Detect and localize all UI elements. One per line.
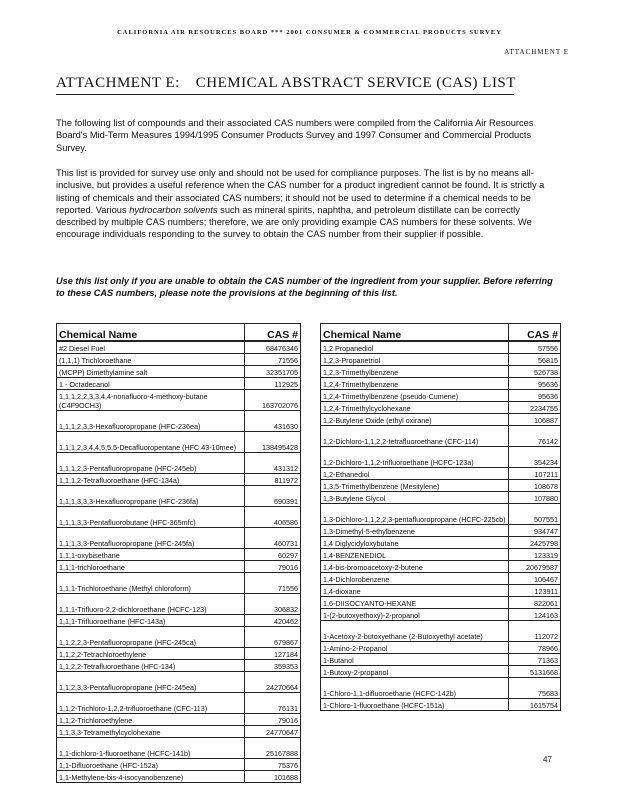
table-row bbox=[57, 486, 301, 507]
table-row bbox=[57, 693, 301, 714]
chemical-name-cell: 1,1-dichloro-1-fluoroethane (HCFC-141b) bbox=[57, 738, 245, 759]
chemical-name-cell: 1,1,2,2-Tetrafluoroethane (HFC-134) bbox=[57, 660, 245, 672]
chemical-name-cell: 1,1,1-Trifluoro-2,2-dichloroethane (HCFC-123) bbox=[57, 594, 245, 615]
chemical-name-cell: 1,2-Ethanediol bbox=[321, 468, 509, 480]
table-row bbox=[57, 432, 301, 453]
cas-number-cell: 107880 bbox=[509, 492, 561, 504]
table-row bbox=[321, 585, 561, 597]
table-row bbox=[321, 354, 561, 366]
table-row bbox=[57, 453, 301, 474]
cas-number-cell: 112925 bbox=[245, 378, 301, 390]
table-row bbox=[321, 597, 561, 609]
table-row bbox=[321, 537, 561, 549]
intro-paragraph-2-end: such as mineral spirits, naphtha, and petroleum distillate can be correctly described by multiple CAS numbers; therefore, we are only providing example CAS numbers for these solvents. We encourage individuals responding to the survey to obtain the CAS number from their supplier if possible. bbox=[56, 204, 532, 240]
chemical-name-cell: 1 - Octadecanol bbox=[57, 378, 245, 390]
chemical-name-cell: 1,1,1,2,3-Pentafluoropropane (HFC-245eb) bbox=[57, 453, 245, 474]
chemical-name-cell: 1,1,1,2,2,3,3,4,4-nonafluoro-4-methoxy-butane (C4F9OCH3) bbox=[57, 390, 245, 411]
cas-table-left bbox=[56, 323, 301, 783]
table-row bbox=[57, 354, 301, 366]
cas-number-cell: 406586 bbox=[245, 507, 301, 528]
chemical-name-cell: 1,2-Dichloro-1,1,2-trifluoroethane (HCFC-123a) bbox=[321, 447, 509, 468]
table-row bbox=[321, 366, 561, 378]
chemical-name-cell: 1,2 Propanediol bbox=[321, 341, 509, 354]
intro-paragraph-2-start: This list is provided for survey use only and should not be used for compliance purposes. The list is by no means all-inclusive, but provides a useful reference when the CAS number for a product ingredient cannot be found. It is strictly a listing of chemicals and their associated CAS numbers; it should not be used to determine if a chemical needs to be reported. Various bbox=[56, 168, 545, 215]
chemical-name-cell: 1,1,1-Trichloroethane (Methyl chloroform) bbox=[57, 573, 245, 594]
cas-number-cell: 76142 bbox=[509, 426, 561, 447]
table-row bbox=[321, 621, 561, 642]
chemical-name-cell: 1,4-Dichlorobenzene bbox=[321, 573, 509, 585]
cas-number-cell: 124163 bbox=[509, 609, 561, 621]
cas-number-cell: 306832 bbox=[245, 594, 301, 615]
cas-number-cell: 57556 bbox=[509, 341, 561, 354]
table-row bbox=[57, 573, 301, 594]
cas-number-cell: 79016 bbox=[245, 561, 301, 573]
chemical-name-cell: 1,1,2-Trichloroethylene bbox=[57, 714, 245, 726]
chemical-name-cell: 1-Amino-2-Propanol bbox=[321, 642, 509, 654]
table-row bbox=[57, 507, 301, 528]
cas-number-cell: 56815 bbox=[509, 354, 561, 366]
cas-number-cell: 359353 bbox=[245, 660, 301, 672]
chemical-name-cell: 1,1,1,2,3,3-Hexafluoropropane (HFC-236ea) bbox=[57, 411, 245, 432]
table-row bbox=[321, 573, 561, 585]
cas-number-cell: 25167888 bbox=[245, 738, 301, 759]
chemical-name-cell: 1-Acetoxy-2-butoxyethane (2-Butoxyethyl acetate) bbox=[321, 621, 509, 642]
intro-paragraph-2-italic: hydrocarbon solvents bbox=[129, 204, 218, 215]
cas-number-cell: 431312 bbox=[245, 453, 301, 474]
table-row bbox=[321, 678, 561, 699]
chemical-name-cell: #2 Diesel Fuel bbox=[57, 341, 245, 354]
cas-number-cell: 690391 bbox=[245, 486, 301, 507]
table-row bbox=[321, 414, 561, 426]
chemical-name-cell: 1,1,3,3-Tetramethylcyclohexane bbox=[57, 726, 245, 738]
table-row bbox=[57, 738, 301, 759]
table-row bbox=[57, 561, 301, 573]
column-header-name: Chemical Name bbox=[321, 324, 509, 342]
table-row bbox=[321, 390, 561, 402]
cas-number-cell: 75376 bbox=[245, 759, 301, 771]
cas-number-cell: 101688 bbox=[245, 771, 301, 783]
chemical-name-cell: 1,4-dioxane bbox=[321, 585, 509, 597]
chemical-name-cell: 1,3-Dimethyl-5-ethylbenzene bbox=[321, 525, 509, 537]
title-part-1: ATTACHMENT E: bbox=[56, 75, 180, 91]
cas-number-cell: 822061 bbox=[509, 597, 561, 609]
cas-number-cell: 2425798 bbox=[509, 537, 561, 549]
table-row bbox=[321, 468, 561, 480]
chemical-name-cell: 1,1,1,2,3,4,4,5,5,5-Decafluoropentane (HFC 43-10mee) bbox=[57, 432, 245, 453]
table-row bbox=[321, 492, 561, 504]
chemical-name-cell: 1,1,1,3,3-Pentafluoropropane (HFC-245fa) bbox=[57, 528, 245, 549]
chemical-name-cell: 1,1,2,2-Tetrachloroethylene bbox=[57, 648, 245, 660]
cas-number-cell: 71556 bbox=[245, 573, 301, 594]
chemical-name-cell: 1,1,1-Trifluoroethane (HFC-143a) bbox=[57, 615, 245, 627]
cas-number-cell: 106887 bbox=[509, 414, 561, 426]
page-number: 47 bbox=[543, 755, 552, 764]
cas-number-cell: 112072 bbox=[509, 621, 561, 642]
cas-number-cell: 108678 bbox=[509, 480, 561, 492]
cas-number-cell: 679867 bbox=[245, 627, 301, 648]
column-header-cas: CAS # bbox=[245, 324, 301, 342]
table-row bbox=[321, 642, 561, 654]
cas-number-cell: 460731 bbox=[245, 528, 301, 549]
cas-number-cell: 71363 bbox=[509, 654, 561, 666]
chemical-name-cell: 1,1,1-trichloroethane bbox=[57, 561, 245, 573]
chemical-name-cell: (MCPP) Dimethylamine salt bbox=[57, 366, 245, 378]
cas-number-cell: 507551 bbox=[509, 504, 561, 525]
table-row bbox=[321, 426, 561, 447]
column-header-cas: CAS # bbox=[509, 324, 561, 342]
chemical-name-cell: 1,3-Dichloro-1,1,2,2,3-pentafluoropropane (HCFC-225cb) bbox=[321, 504, 509, 525]
table-row bbox=[321, 341, 561, 354]
table-row bbox=[57, 341, 301, 354]
table-row bbox=[321, 699, 561, 711]
table-row bbox=[57, 672, 301, 693]
chemical-name-cell: 1,1-Methylene-bis-4-isocyanobenzene) bbox=[57, 771, 245, 783]
cas-number-cell: 79016 bbox=[245, 714, 301, 726]
chemical-name-cell: 1,2,3-Propanetriol bbox=[321, 354, 509, 366]
column-header-name: Chemical Name bbox=[57, 324, 245, 342]
chemical-name-cell: 1,1,1,3,3-Pentafluorobutane (HFC-365mfc) bbox=[57, 507, 245, 528]
cas-number-cell: 75683 bbox=[509, 678, 561, 699]
chemical-name-cell: 1,4 Diglycidyloxybutane bbox=[321, 537, 509, 549]
intro-paragraph-2 bbox=[56, 167, 556, 241]
attachment-label: ATTACHMENT E bbox=[504, 48, 569, 56]
table-row bbox=[321, 525, 561, 537]
title-part-2: CHEMICAL ABSTRACT SERVICE (CAS) LIST bbox=[195, 75, 516, 91]
table-row bbox=[57, 714, 301, 726]
intro-paragraph-1: The following list of compounds and their associated CAS numbers were compiled from the California Air Resources Board's Mid-Term Measures 1994/1995 Consumer Products Survey and 1997 Consumer and Commercial Products Survey. bbox=[56, 118, 534, 153]
cas-number-cell: 32351705 bbox=[245, 366, 301, 378]
chemical-name-cell: 1,4-BENZENEDIOL bbox=[321, 549, 509, 561]
chemical-name-cell: 1,1,2,3,3-Pentafluoropropane (HFC-245ea) bbox=[57, 672, 245, 693]
page-title bbox=[56, 75, 516, 92]
cas-number-cell: 95636 bbox=[509, 378, 561, 390]
table-row bbox=[321, 402, 561, 414]
chemical-name-cell: 1,1,1,2-Tetrafluoroethane (HFC-134a) bbox=[57, 474, 245, 486]
chemical-name-cell: (1,1,1) Trichloroethane bbox=[57, 354, 245, 366]
chemical-name-cell: 1,3,5-Trimethylbenzene (Mesitylene) bbox=[321, 480, 509, 492]
cas-number-cell: 431630 bbox=[245, 411, 301, 432]
chemical-name-cell: 1-Chloro-1,1-difluoroethane (HCFC-142b) bbox=[321, 678, 509, 699]
table-row bbox=[321, 504, 561, 525]
chemical-name-cell: 1,1,1-oxybisethane bbox=[57, 549, 245, 561]
chemical-name-cell: 1,6-DIISOCYANTO-HEXANE bbox=[321, 597, 509, 609]
cas-number-cell: 24770647 bbox=[245, 726, 301, 738]
chemical-name-cell: 1,2,4-Trimethylbenzene (pseudo-Cumene) bbox=[321, 390, 509, 402]
chemical-name-cell: 1-(2-butoxyethoxy)-2-propanol bbox=[321, 609, 509, 621]
cas-number-cell: 354234 bbox=[509, 447, 561, 468]
chemical-name-cell: 1,4-bis-bromoacetoxy-2-butene bbox=[321, 561, 509, 573]
table-row bbox=[57, 648, 301, 660]
table-row bbox=[57, 771, 301, 783]
table-row bbox=[321, 447, 561, 468]
cas-number-cell: 2234755 bbox=[509, 402, 561, 414]
cas-number-cell: 71556 bbox=[245, 354, 301, 366]
cas-number-cell: 78966 bbox=[509, 642, 561, 654]
chemical-name-cell: 1,2,4-Trimethylcyclohexane bbox=[321, 402, 509, 414]
cas-number-cell: 68476346 bbox=[245, 341, 301, 354]
running-header: CALIFORNIA AIR RESOURCES BOARD *** 2001 CONSUMER & COMMERCIAL PRODUCTS SURVEY bbox=[117, 29, 502, 36]
table-row bbox=[57, 549, 301, 561]
cas-number-cell: 95636 bbox=[509, 390, 561, 402]
cas-number-cell: 5131668 bbox=[509, 666, 561, 678]
table-row bbox=[57, 615, 301, 627]
table-row bbox=[57, 474, 301, 486]
cas-number-cell: 420462 bbox=[245, 615, 301, 627]
cas-number-cell: 60297 bbox=[245, 549, 301, 561]
usage-warning: Use this list only if you are unable to obtain the CAS number of the ingredient from your supplier. Before referring to these CAS numbers, please note the provisions at the beginning of this list. bbox=[56, 276, 553, 299]
table-row bbox=[57, 411, 301, 432]
table-row bbox=[321, 666, 561, 678]
chemical-name-cell: 1-Butanol bbox=[321, 654, 509, 666]
table-row bbox=[321, 378, 561, 390]
table-row bbox=[57, 627, 301, 648]
cas-number-cell: 526738 bbox=[509, 366, 561, 378]
cas-number-cell: 20679587 bbox=[509, 561, 561, 573]
table-row bbox=[57, 660, 301, 672]
table-row bbox=[321, 654, 561, 666]
table-row bbox=[57, 528, 301, 549]
chemical-name-cell: 1,1,2,2,3-Pentafluoropropane (HFC-245ca) bbox=[57, 627, 245, 648]
cas-number-cell: 123319 bbox=[509, 549, 561, 561]
cas-number-cell: 76131 bbox=[245, 693, 301, 714]
chemical-name-cell: 1,1,2-Trichloro-1,2,2-trifluoroethane (CFC-113) bbox=[57, 693, 245, 714]
cas-number-cell: 811972 bbox=[245, 474, 301, 486]
chemical-name-cell: 1,2-Dichloro-1,1,2,2-tetrafluoroethane (CFC-114) bbox=[321, 426, 509, 447]
cas-table-right bbox=[320, 323, 561, 711]
chemical-name-cell: 1-Chloro-1-fluoroethane (HCFC-151a) bbox=[321, 699, 509, 711]
cas-number-cell: 24270664 bbox=[245, 672, 301, 693]
table-row bbox=[57, 366, 301, 378]
table-row bbox=[57, 390, 301, 411]
title-underline bbox=[56, 94, 514, 95]
chemical-name-cell: 1,1-Difluoroethane (HFC-152a) bbox=[57, 759, 245, 771]
chemical-name-cell: 1,2,3-Trimethylbenzene bbox=[321, 366, 509, 378]
chemical-name-cell: 1-Butoxy-2-propanol bbox=[321, 666, 509, 678]
table-row bbox=[321, 561, 561, 573]
cas-number-cell: 106467 bbox=[509, 573, 561, 585]
cas-number-cell: 107211 bbox=[509, 468, 561, 480]
table-row bbox=[57, 726, 301, 738]
chemical-name-cell: 1,2,4-Trimethylbenzene bbox=[321, 378, 509, 390]
table-row bbox=[321, 549, 561, 561]
table-row bbox=[57, 594, 301, 615]
cas-number-cell: 123911 bbox=[509, 585, 561, 597]
table-row bbox=[57, 378, 301, 390]
table-row bbox=[57, 759, 301, 771]
chemical-name-cell: 1,2-Butylene Oxide (ethyl oxirane) bbox=[321, 414, 509, 426]
cas-number-cell: 934747 bbox=[509, 525, 561, 537]
cas-number-cell: 163702076 bbox=[245, 390, 301, 411]
cas-number-cell: 138495428 bbox=[245, 432, 301, 453]
chemical-name-cell: 1,3-Butylene Glycol bbox=[321, 492, 509, 504]
chemical-name-cell: 1,1,1,3,3,3-Hexafluoropropane (HFC-236fa) bbox=[57, 486, 245, 507]
cas-number-cell: 1615754 bbox=[509, 699, 561, 711]
cas-number-cell: 127184 bbox=[245, 648, 301, 660]
table-row bbox=[321, 609, 561, 621]
table-row bbox=[321, 480, 561, 492]
